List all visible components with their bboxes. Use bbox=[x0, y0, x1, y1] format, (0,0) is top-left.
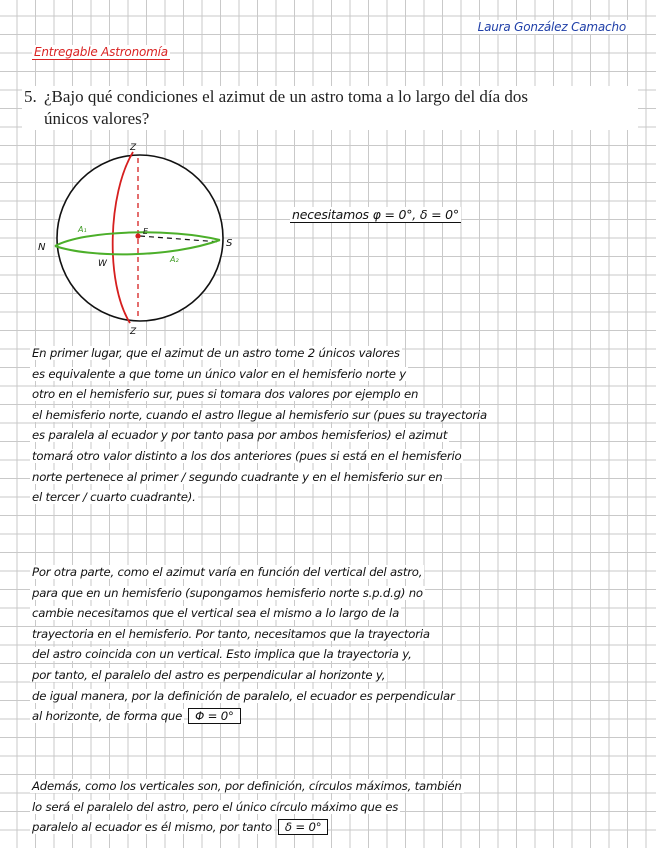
boxed-result-phi: Φ = 0° bbox=[188, 708, 241, 724]
paragraph-1-line: el hemisferio norte, cuando el astro llegue al hemisferio sur (pues su trayectoria bbox=[32, 407, 487, 422]
label-south: S bbox=[226, 238, 233, 249]
label-arc-upper: A₁ bbox=[78, 225, 87, 234]
label-west: W bbox=[98, 259, 107, 269]
subject-title: Entregable Astronomía bbox=[34, 45, 168, 59]
paragraph-1-line: En primer lugar, que el azimut de un astro tome 2 únicos valores bbox=[32, 346, 400, 360]
conditions-statement: necesitamos φ = 0°, δ = 0° bbox=[292, 207, 459, 222]
paragraph-3-line: Además, como los verticales son, por definición, círculos máximos, también bbox=[32, 779, 462, 793]
question-text-line-2: únicos valores? bbox=[44, 109, 150, 128]
author-name: Laura González Camacho bbox=[477, 20, 626, 34]
paragraph-1-line: norte pertenece al primer / segundo cuadrante y en el hemisferio sur en bbox=[32, 469, 443, 484]
question-5 bbox=[22, 86, 638, 130]
paragraph-2-line: al horizonte, de forma que bbox=[32, 709, 183, 724]
celestial-sphere-diagram bbox=[30, 138, 250, 338]
paragraph-1-line: otro en el hemisferio sur, pues si tomara dos valores por ejemplo en bbox=[32, 387, 419, 402]
paragraph-1 bbox=[30, 343, 642, 508]
paragraph-2-line: trayectoria en el hemisferio. Por tanto, necesitamos que la trayectoria bbox=[32, 626, 430, 641]
boxed-result-delta: δ = 0° bbox=[278, 819, 328, 835]
paragraph-3-line: paralelo al ecuador es él mismo, por tanto bbox=[32, 820, 272, 835]
paragraph-1-line: el tercer / cuarto cuadrante). bbox=[32, 490, 196, 505]
label-east: E bbox=[143, 227, 149, 236]
question-number: 5. bbox=[24, 87, 37, 106]
paragraph-2-line: por tanto, el paralelo del astro es perpendicular al horizonte y, bbox=[32, 667, 386, 682]
paragraph-1-line: tomará otro valor distinto a los dos anteriores (pues si está en el hemisferio bbox=[32, 448, 462, 463]
paragraph-1-line: es equivalente a que tome un único valor en el hemisferio norte y bbox=[32, 366, 406, 381]
paragraph-3-line: lo será el paralelo del astro, pero el único círculo máximo que es bbox=[32, 799, 399, 814]
paragraph-2-line: para que en un hemisferio (supongamos hemisferio norte s.p.d.g) no bbox=[32, 585, 423, 600]
east-point bbox=[135, 233, 140, 238]
label-nadir: Z bbox=[130, 327, 137, 337]
paragraph-2-line: Por otra parte, como el azimut varía en función del vertical del astro, bbox=[32, 565, 423, 579]
label-arc-lower: A₂ bbox=[170, 255, 179, 264]
paragraph-2-line: del astro coincida con un vertical. Esto implica que la trayectoria y, bbox=[32, 647, 412, 662]
label-north: N bbox=[38, 242, 46, 253]
paragraph-3 bbox=[30, 776, 642, 838]
paragraph-2 bbox=[30, 562, 642, 727]
paragraph-2-line: cambie necesitamos que el vertical sea el mismo a lo largo de la bbox=[32, 606, 400, 621]
question-text-line-1: ¿Bajo qué condiciones el azimut de un astro toma a lo largo del día dos bbox=[44, 87, 529, 106]
paragraph-1-line: es paralela al ecuador y por tanto pasa por ambos hemisferios) el azimut bbox=[32, 428, 448, 443]
label-zenith: Z bbox=[130, 143, 137, 153]
paragraph-2-line: de igual manera, por la definición de paralelo, el ecuador es perpendicular bbox=[32, 688, 455, 703]
